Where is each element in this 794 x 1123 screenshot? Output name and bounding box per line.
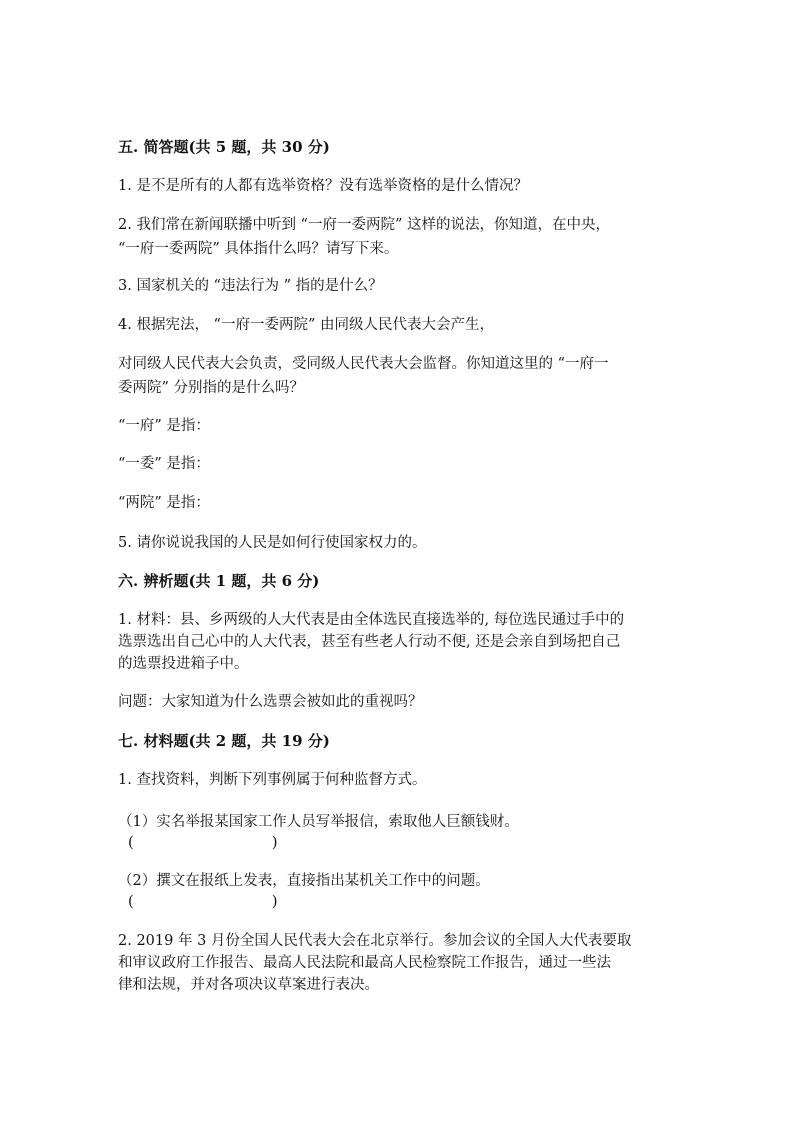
section-5-heading: 五. 简答题(共 5 题，共 30 分) <box>118 138 330 156</box>
answer-blank-2[interactable]: ( ) <box>128 894 278 910</box>
s6-question-1-line-3: 的选票投进箱子中。 <box>118 656 249 672</box>
s5-question-4-line-2: 对同级人民代表大会负责，受同级人民代表大会监督。你知道这里的 “一府一 <box>118 356 609 372</box>
s5-question-1: 1. 是不是所有的人都有选举资格？没有选举资格的是什么情况？ <box>118 178 528 194</box>
section-6-heading: 六. 辨析题(共 1 题，共 6 分) <box>118 572 320 590</box>
s5-question-4-line-1: 4. 根据宪法， “一府一委两院” 由同级人民代表大会产生， <box>118 317 494 333</box>
s5-question-4-line-3: 委两院” 分别指的是什么吗？ <box>118 380 305 396</box>
s6-question-1-prompt: 问题：大家知道为什么选票会被如此的重视吗？ <box>118 694 423 710</box>
s5-question-4-prompt-b: “一委” 是指： <box>118 456 210 472</box>
s5-question-4-prompt-a: “一府” 是指： <box>118 418 210 434</box>
s6-question-1-line-2: 选票选出自己心中的人大代表，甚至有些老人行动不便, 还是会亲自到场把自己 <box>118 634 621 650</box>
s5-question-2-line-2: “一府一委两院” 具体指什么吗？请写下来。 <box>118 241 399 257</box>
s5-question-4-prompt-c: “两院” 是指： <box>118 495 210 511</box>
s5-question-3: 3. 国家机关的 “违法行为 ” 指的是什么？ <box>118 278 383 294</box>
section-7-heading: 七. 材料题(共 2 题，共 19 分) <box>118 732 330 750</box>
s5-question-2-line-1: 2. 我们常在新闻联播中听到 “一府一委两院” 这样的说法，你知道，在中央， <box>118 217 610 233</box>
s7-question-1-item-1: （1）实名举报某国家工作人员写举报信，索取他人巨额钱财。 <box>118 814 519 830</box>
s5-question-5: 5. 请你说说我国的人民是如何行使国家权力的。 <box>118 535 427 551</box>
s7-question-1-item-2: （2）撰文在报纸上发表，直接指出某机关工作中的问题。 <box>118 873 490 889</box>
s7-question-2-line-2: 和审议政府工作报告、最高人民法院和最高人民检察院工作报告，通过一些法 <box>118 955 611 971</box>
s6-question-1-line-1: 1. 材料：县、乡两级的人大代表是由全体选民直接选举的, 每位选民通过手中的 <box>118 612 625 628</box>
s7-question-2-line-1: 2. 2019 年 3 月份全国人民代表大会在北京举行。参加会议的全国人大代表要取 <box>118 933 632 949</box>
s7-question-2-line-3: 律和法规，并对各项决议草案进行表决。 <box>118 977 379 993</box>
s7-question-1: 1. 查找资料，判断下列事例属于何种监督方式。 <box>118 772 427 788</box>
answer-blank-1[interactable]: ( ) <box>128 835 278 851</box>
